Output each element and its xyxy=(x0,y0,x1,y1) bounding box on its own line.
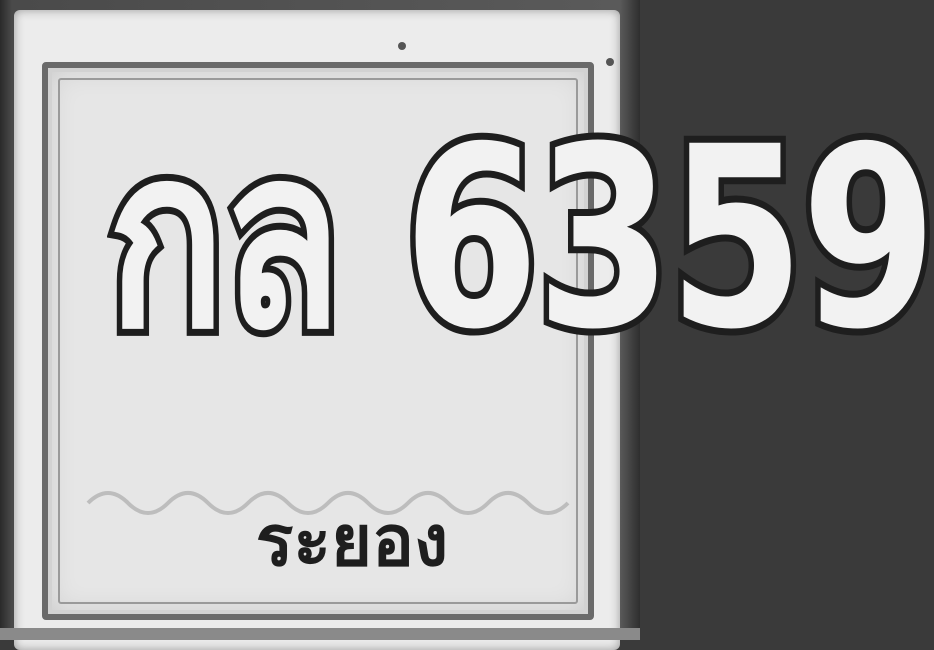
license-plate xyxy=(42,62,934,620)
plate-province: ระยอง xyxy=(255,500,449,582)
bottom-edge xyxy=(0,628,640,640)
rivet xyxy=(606,58,614,66)
plate-registration-number: กล 6359 xyxy=(107,93,934,384)
rivet xyxy=(398,42,406,50)
